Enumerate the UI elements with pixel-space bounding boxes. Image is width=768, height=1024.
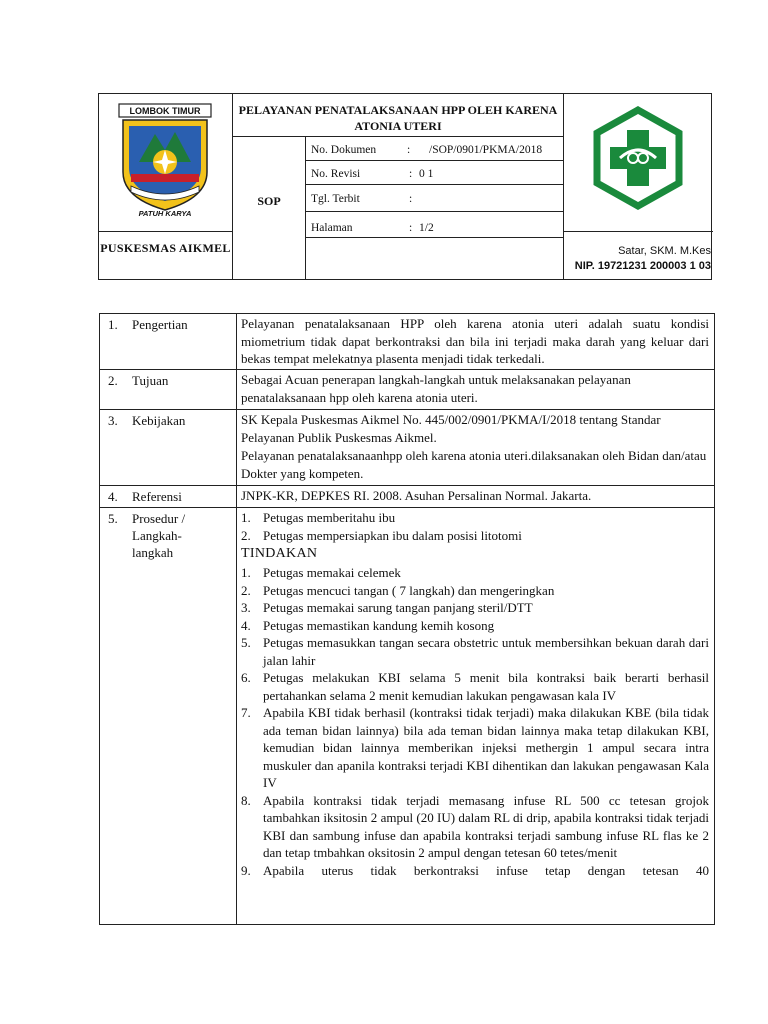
action-steps bbox=[241, 564, 709, 879]
section-text: Sebagai Acuan penerapan langkah-langkah untuk melaksanakan pelayanan penatalaksanaan hpp oleh karena atonia uteri. bbox=[241, 372, 631, 405]
sop-label: SOP bbox=[257, 194, 281, 208]
meta-value: /SOP/0901/PKMA/2018 bbox=[429, 144, 543, 156]
list-item: 6. Petugas melakukan KBI selama 5 menit bila kontraksi baik berarti berhasil pertahankan selama 2 menit kemudian lakukan pengawasan kala IV bbox=[241, 670, 709, 703]
list-item: 1. Petugas memberitahu ibu bbox=[241, 510, 396, 525]
logo-text-bottom: PATUH KARYA bbox=[138, 209, 192, 218]
meta-key: Tgl. Terbit bbox=[311, 193, 360, 205]
organization-name: PUSKESMAS AIKMEL bbox=[100, 241, 231, 255]
action-heading: TINDAKAN bbox=[241, 546, 318, 561]
list-item: 2. Petugas mencuci tangan ( 7 langkah) dan mengeringkan bbox=[241, 582, 555, 598]
meta-value: 1/2 bbox=[419, 222, 434, 234]
section-kebijakan bbox=[100, 410, 714, 486]
list-item: 4. Petugas memastikan kandung kemih kosong bbox=[241, 617, 495, 633]
logo-text-top: LOMBOK TIMUR bbox=[129, 106, 201, 116]
meta-value: 0 1 bbox=[419, 168, 434, 180]
meta-key: Halaman bbox=[311, 222, 353, 234]
policy-paragraph-2: Pelayanan penatalaksanaanhpp oleh karena atonia uteri.dilaksanakan oleh Bidan dan/atau Dokter yang kompeten. bbox=[241, 448, 707, 481]
section-pengertian bbox=[100, 314, 714, 370]
signature-block bbox=[565, 244, 711, 274]
section-number: 2. bbox=[108, 373, 118, 388]
section-number: 1. bbox=[108, 317, 118, 332]
section-label: Prosedur / Langkah-langkah bbox=[132, 511, 186, 560]
list-item: 5. Petugas memasukkan tangan secara obstetric untuk membersihkan bekuan darah dari jalan lahir bbox=[241, 635, 709, 668]
section-prosedur bbox=[100, 508, 714, 925]
meta-colon: : bbox=[409, 193, 413, 205]
document-title: PELAYANAN PENATALAKSANAAN HPP OLEH KARENA ATONIA UTERI bbox=[238, 103, 558, 133]
sop-header-table bbox=[98, 93, 712, 280]
lombok-timur-logo bbox=[117, 102, 213, 218]
section-referensi bbox=[100, 486, 714, 508]
meta-colon: : bbox=[407, 144, 411, 156]
section-text: Pelayanan penatalaksanaan HPP oleh karena atonia uteri adalah suatu kondisi miometrium tidak dapat berkontraksi dan bila ini terjadi maka darah yang keluar dari bekas tempat melekatnya plasenta menjadi tidak terkedali. bbox=[241, 316, 709, 366]
preparation-steps bbox=[241, 509, 709, 544]
meta-colon: : bbox=[409, 222, 413, 234]
meta-colon: : bbox=[409, 168, 413, 180]
list-item: 8. Apabila kontraksi tidak terjadi memasang infuse RL 500 cc tetesan grojok tambahkan iksitosin 2 ampul (20 IU) dalam RL di drip, apabila kontraksi tidak terjadi KBI dan sambung infuse dan apabila kontraksi terjadi sambung infuse RL flas ke 2 dan tetap tmbahkan oksitosin 2 ampul dengan tetesan 60 tetes/menit bbox=[241, 792, 709, 860]
list-item: 7. Apabila KBI tidak berhasil (kontraksi tidak terjadi) maka dilakukan KBE (bila tidak ada teman bidan lainnya) bila ada teman bidan lainnya maka tetap dilakukan KBI, kemudian bidan lainnya memberikan injeksi methergin 1 ampul secara intra muskuler dan apanila kontraksi terjadi KBI dihentikan dan lakukan pengawasan Kala IV bbox=[241, 705, 709, 790]
section-number: 3. bbox=[108, 413, 118, 428]
section-label: Tujuan bbox=[132, 373, 169, 388]
section-label: Kebijakan bbox=[132, 413, 186, 428]
list-item: 2. Petugas mempersiapkan ibu dalam posisi litotomi bbox=[241, 527, 522, 543]
list-item: 9. Apabila uterus tidak berkontraksi infuse tetap dengan tetesan 40 bbox=[241, 862, 709, 878]
sop-content-table bbox=[99, 313, 715, 925]
list-item: 1. Petugas memakai celemek bbox=[241, 565, 401, 580]
section-label: Referensi bbox=[132, 489, 182, 504]
section-tujuan bbox=[100, 370, 714, 410]
policy-paragraph-1: SK Kepala Puskesmas Aikmel No. 445/002/0901/PKMA/I/2018 tentang Standar Pelayanan Publik Puskesmas Aikmel. bbox=[241, 412, 661, 445]
meta-key: No. Revisi bbox=[311, 168, 361, 180]
puskesmas-cross-logo bbox=[593, 106, 683, 210]
section-number: 5. bbox=[108, 511, 118, 526]
signer-name: Satar, SKM. M.Kes bbox=[618, 245, 711, 257]
section-number: 4. bbox=[108, 489, 118, 504]
section-label: Pengertian bbox=[132, 317, 188, 332]
meta-key: No. Dokumen bbox=[311, 144, 377, 156]
list-item: 3. Petugas memakai sarung tangan panjang steril/DTT bbox=[241, 600, 533, 615]
signer-nip: NIP. 19721231 200003 1 03 bbox=[574, 260, 711, 272]
section-text: JNPK-KR, DEPKES RI. 2008. Asuhan Persalinan Normal. Jakarta. bbox=[241, 488, 592, 503]
